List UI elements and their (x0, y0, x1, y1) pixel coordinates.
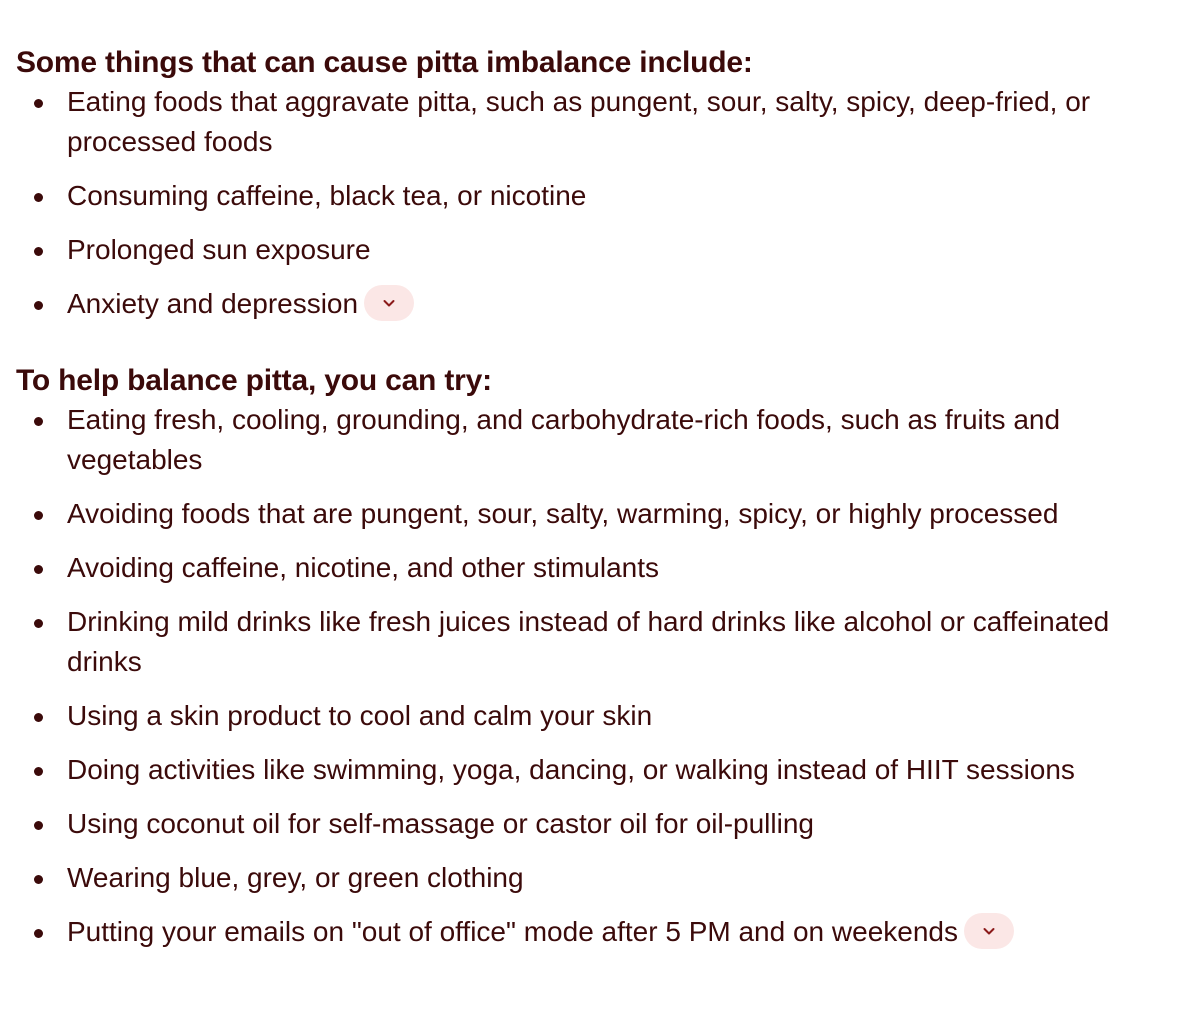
list-item (16, 176, 1170, 216)
list-item (16, 858, 1170, 898)
list-item (16, 912, 1170, 952)
list-item (16, 230, 1170, 270)
list-item (16, 82, 1170, 162)
list-item-text: Avoiding caffeine, nicotine, and other stimulants (67, 552, 660, 583)
bullet-dot (34, 301, 43, 310)
list-item-text: Eating foods that aggravate pitta, such as pungent, sour, salty, spicy, deep-fried, or processed foods (67, 86, 1091, 157)
bullet-dot (34, 565, 43, 574)
list-item (16, 804, 1170, 844)
list-item-text: Using coconut oil for self-massage or castor oil for oil-pulling (67, 808, 814, 839)
bullet-dot (34, 767, 43, 776)
bullet-dot (34, 511, 43, 520)
list-item (16, 400, 1170, 480)
list-item-text: Doing activities like swimming, yoga, dancing, or walking instead of HIIT sessions (67, 754, 1075, 785)
list-item-text: Drinking mild drinks like fresh juices instead of hard drinks like alcohol or caffeinated drinks (67, 606, 1110, 677)
list-item (16, 602, 1170, 682)
bullet-dot (34, 417, 43, 426)
expand-sources-button[interactable] (364, 285, 414, 321)
list-item-text: Avoiding foods that are pungent, sour, salty, warming, spicy, or highly processed (67, 498, 1059, 529)
list-item-text: Prolonged sun exposure (67, 234, 371, 265)
bullet-dot (34, 247, 43, 256)
expand-sources-button[interactable] (964, 913, 1014, 949)
causes-list (16, 82, 1170, 324)
list-item (16, 494, 1170, 534)
list-item-text: Anxiety and depression (67, 288, 359, 319)
list-item-text: Consuming caffeine, black tea, or nicotine (67, 180, 587, 211)
bullet-dot (34, 619, 43, 628)
bullet-dot (34, 821, 43, 830)
bullet-dot (34, 875, 43, 884)
section-heading-causes: Some things that can cause pitta imbalance include: (16, 46, 753, 79)
list-item (16, 750, 1170, 790)
chevron-down-icon (381, 295, 397, 311)
list-item (16, 696, 1170, 736)
remedies-list (16, 400, 1170, 952)
bullet-dot (34, 193, 43, 202)
list-item-text: Eating fresh, cooling, grounding, and carbohydrate-rich foods, such as fruits and vegetables (67, 404, 1061, 475)
list-item-text: Putting your emails on "out of office" mode after 5 PM and on weekends (67, 916, 958, 947)
list-item-text: Using a skin product to cool and calm your skin (67, 700, 653, 731)
bullet-dot (34, 713, 43, 722)
section-heading-remedies: To help balance pitta, you can try: (16, 364, 492, 397)
list-item (16, 548, 1170, 588)
list-item (16, 284, 1170, 324)
chevron-down-icon (981, 923, 997, 939)
bullet-dot (34, 929, 43, 938)
bullet-dot (34, 99, 43, 108)
list-item-text: Wearing blue, grey, or green clothing (67, 862, 524, 893)
